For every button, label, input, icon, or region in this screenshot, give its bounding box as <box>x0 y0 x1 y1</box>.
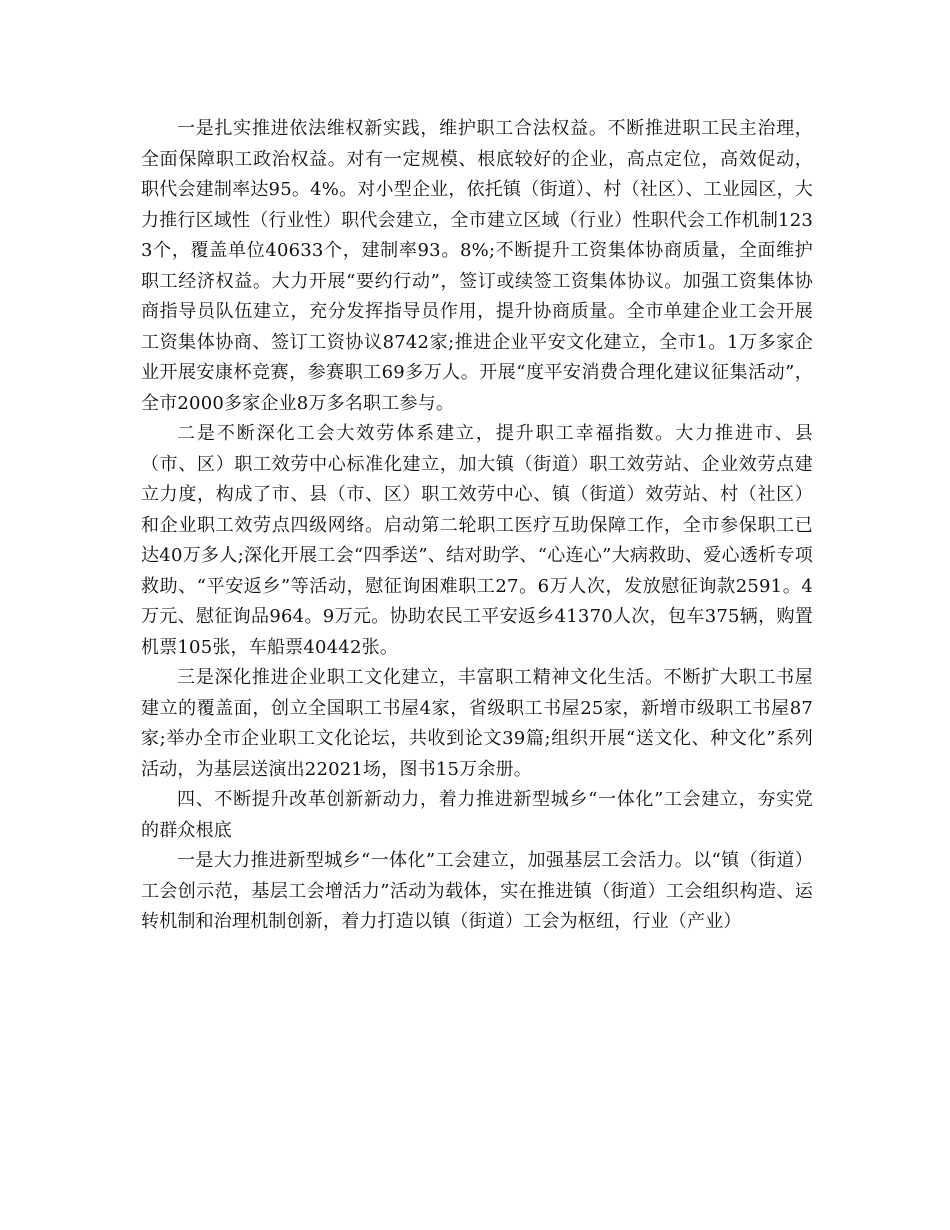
section-heading-four: 四、不断提升改革创新新动力，着力推进新型城乡“一体化”工会建立，夯实党的群众根底 <box>141 789 813 841</box>
document-page <box>141 114 813 938</box>
paragraph-worker-culture: 三是深化推进企业职工文化建立，丰富职工精神文化生活。不断扩大职工书屋建立的覆盖面，创立全国职工书屋4家，省级职工书屋25家，新增市级职工书屋87家;举办全市企业职工文化论坛，共收到论文39篇;组织开展“送文化、种文化”系列活动，为基层送演出22021场，图书15万余册。 <box>141 667 813 780</box>
paragraph-service-system: 二是不断深化工会大效劳体系建立，提升职工幸福指数。大力推进市、县（市、区）职工效劳中心标准化建立，加大镇（街道）职工效劳站、企业效劳点建立力度，构成了市、县（市、区）职工效劳中心、镇（街道）效劳站、村（社区）和企业职工效劳点四级网络。启动第二轮职工医疗互助保障工作，全市参保职工已达40万多人;深化开展工会“四季送”、结对助学、“心连心”大病救助、爱心透析专项救助、“平安返乡”等活动，慰征询困难职工27。6万人次，发放慰征询款2591。4万元、慰征询品964。9万元。协助农民工平安返乡41370人次，包车375辆，购置机票105张，车船票40442张。 <box>141 423 813 658</box>
paragraph-rights-protection: 一是扎实推进依法维权新实践，维护职工合法权益。不断推进职工民主治理，全面保障职工政治权益。对有一定规模、根底较好的企业，高点定位，高效促动，职代会建制率达95。4%。对小型企业，依托镇（街道）、村（社区）、工业园区，大力推行区域性（行业性）职代会建立，全市建立区域（行业）性职代会工作机制1233个，覆盖单位40633个，建制率93。8%;不断提升工资集体协商质量，全面维护职工经济权益。大力开展“要约行动”，签订或续签工资集体协议。加强工资集体协商指导员队伍建立，充分发挥指导员作用，提升协商质量。全市单建企业工会开展工资集体协商、签订工资协议8742家;推进企业平安文化建立，全市1。1万多家企业开展安康杯竞赛，参赛职工69多万人。开展“度平安消费合理化建议征集活动”，全市2000多家企业8万多名职工参与。 <box>141 118 813 414</box>
paragraph-integration: 一是大力推进新型城乡“一体化”工会建立，加强基层工会活力。以“镇（街道）工会创示范，基层工会增活力”活动为载体，实在推进镇（街道）工会组织构造、运转机制和治理机制创新，着力打造以镇（街道）工会为枢纽，行业（产业） <box>141 850 813 932</box>
